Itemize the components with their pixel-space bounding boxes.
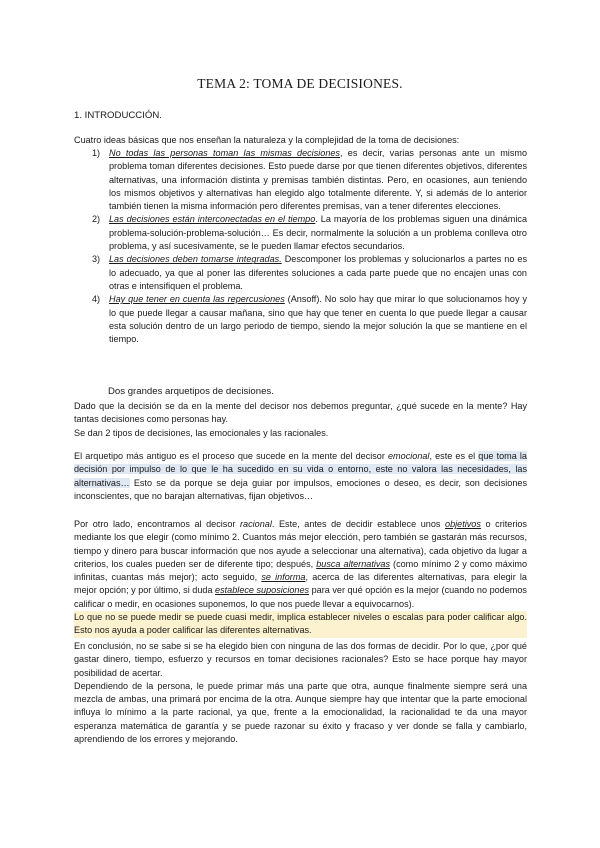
- list-item-lead: No todas las personas toman las mismas decisiones: [109, 148, 340, 158]
- list-item: [74, 147, 527, 213]
- paragraph-emotional: [74, 450, 527, 503]
- list-number: 1): [92, 148, 101, 158]
- page-title: TEMA 2: TOMA DE DECISIONES.: [197, 76, 403, 91]
- paragraph-rational: [74, 518, 527, 638]
- ideas-list: [74, 147, 527, 346]
- paragraph-line: Se dan 2 tipos de decisiones, las emocionales y las racionales.: [74, 427, 329, 438]
- list-item-lead: Las decisiones deben tomarse integradas.: [109, 254, 282, 265]
- list-number: 4): [92, 294, 101, 305]
- text-run: (como mínimo 2 y como máximo infinitas, cuantas más mejor); acto seguido,: [74, 558, 527, 583]
- list-item-text: , es decir, varias personas ante un mismo problema toman diferentes decisiones. Esto puede darse por que tienen diferentes objetivos, diferentes alternativas, una información distinta y premisas también distintas. Pero, en ocasiones, aun teniendo los mismos objetivos y alternativas han elegido algo totalmente diferente. Y, si además de lo anterior también tienen la misma información pero diferentes premisas, van a tener diferentes elecciones.: [109, 148, 527, 212]
- highlighted-text: Lo que no se puede medir se puede cuasi medir, implica establecer niveles o escalas para poder calificar algo. Esto nos ayuda a poder calificar las diferentes alternativas.: [74, 611, 527, 638]
- list-item-text: Descomponer los problemas y solucionarlos a partes no es lo adecuado, ya que al poner las diferentes soluciones a cada parte puede que no encajen unas con otras e intensifiquen el problema.: [109, 254, 527, 291]
- intro-paragraph: Cuatro ideas básicas que nos enseñan la naturaleza y la complejidad de la toma de decisiones:: [74, 135, 460, 145]
- text-run: , acerca de las diferentes alternativas, para elegir la mejor opción; y por último, si duda: [74, 572, 527, 596]
- term-objetivos: objetivos: [445, 519, 481, 529]
- list-item-text: (Ansoff). No solo hay que mirar lo que solucionamos hoy y lo que puede llegar a causar mañana, sino que hay que tener en cuenta lo que puede llegar a causar esta solución dentro de un largo periodo de tiempo, siendo la mejor solución la que se mantiene en el tiempo.: [109, 294, 527, 345]
- list-item-lead: Las decisiones están interconectadas en el tiempo: [109, 214, 316, 225]
- text-run: o criterios mediante los que elegir (como mínimo 2. Cuantos más mejor elección, pero también se gastarán más recursos, tiempo y dinero para buscar información que nos ayude a seleccionar una alternativa), cada objetivo da lugar a criterios, los cuales pueden ser de diferente tipo; después,: [74, 519, 527, 569]
- list-item: [74, 253, 527, 293]
- paragraph-conclusion: [74, 640, 527, 746]
- list-item: [74, 213, 527, 253]
- text-run: Por otro lado, encontramos al decisor: [74, 519, 241, 529]
- paragraph-line: Dependiendo de la persona, le puede primar más una parte que otra, aunque finalmente siempre será una mezcla de ambas, una primará por encima de la otra. Aunque siempre hay que intentar que la parte emocional influya lo mínimo a la parte racional, ya que, frente a la emocionalidad, la racionalidad te da una mayor esperanza matemática de garantía y se puede razonar su éxito y fracaso y ver donde se falla y cambiarlo, aprendiendo de los errores y mejorando.: [74, 680, 527, 745]
- emphasis-racional: racional: [240, 519, 272, 529]
- paragraph-question: [74, 400, 527, 440]
- paragraph-line: En conclusión, no se sabe si se ha elegido bien con ninguna de las dos formas de decidir. Por lo que, ¿por qué gastar dinero, tiempo, esfuerzo y recursos en tomar decisiones racionales? Esto se hace porque hay mayor posibilidad de acertar.: [74, 641, 527, 678]
- paragraph-line: Dado que la decisión se da en la mente del decisor nos debemos preguntar, ¿qué sucede en la mente? Hay tantas decisiones como personas hay.: [74, 401, 527, 425]
- text-run: para ver qué opción es la mejor (cuando no podemos calificar o medir, en ocasiones suponemos, lo que nos puede llevar a equivocarnos).: [74, 585, 527, 609]
- term-establece-suposiciones: establece suposiciones: [215, 585, 310, 596]
- list-item-lead: Hay que tener en cuenta las repercusiones: [109, 294, 285, 305]
- subheading: Dos grandes arquetipos de decisiones.: [108, 386, 274, 397]
- list-item: [74, 293, 527, 346]
- emphasis-emocional: emocional: [388, 451, 430, 461]
- text-run: Esto se da porque se deja guiar por impulsos, emociones o deseo, es decir, son decisiones inconscientes, que no barajan alternativas, fijan objetivos…: [74, 477, 527, 501]
- list-item-text: . La mayoría de los problemas siguen una dinámica problema-solución-problema-solución… Es decir, normalmente la solución a un problema conlleva otro problema, y así sucesivamente, se le pueden llamar efectos secundarios.: [109, 214, 528, 252]
- term-se-informa: se informa: [261, 572, 306, 583]
- text-run: , este es el: [429, 451, 479, 461]
- text-run: . Este, antes de decidir establece unos: [271, 519, 446, 529]
- section-heading: 1. INTRODUCCIÓN.: [74, 110, 162, 121]
- highlighted-text: que toma la decisión por impulso de lo que le ha sucedido en su vida o entorno, este no valora las necesidades, las alternativas…: [74, 451, 527, 488]
- list-number: 2): [92, 214, 101, 225]
- list-number: 3): [92, 254, 101, 265]
- text-run: El arquetipo más antiguo es el proceso que sucede en la mente del decisor: [74, 451, 388, 461]
- term-busca-alternativas: busca alternativas: [316, 558, 391, 569]
